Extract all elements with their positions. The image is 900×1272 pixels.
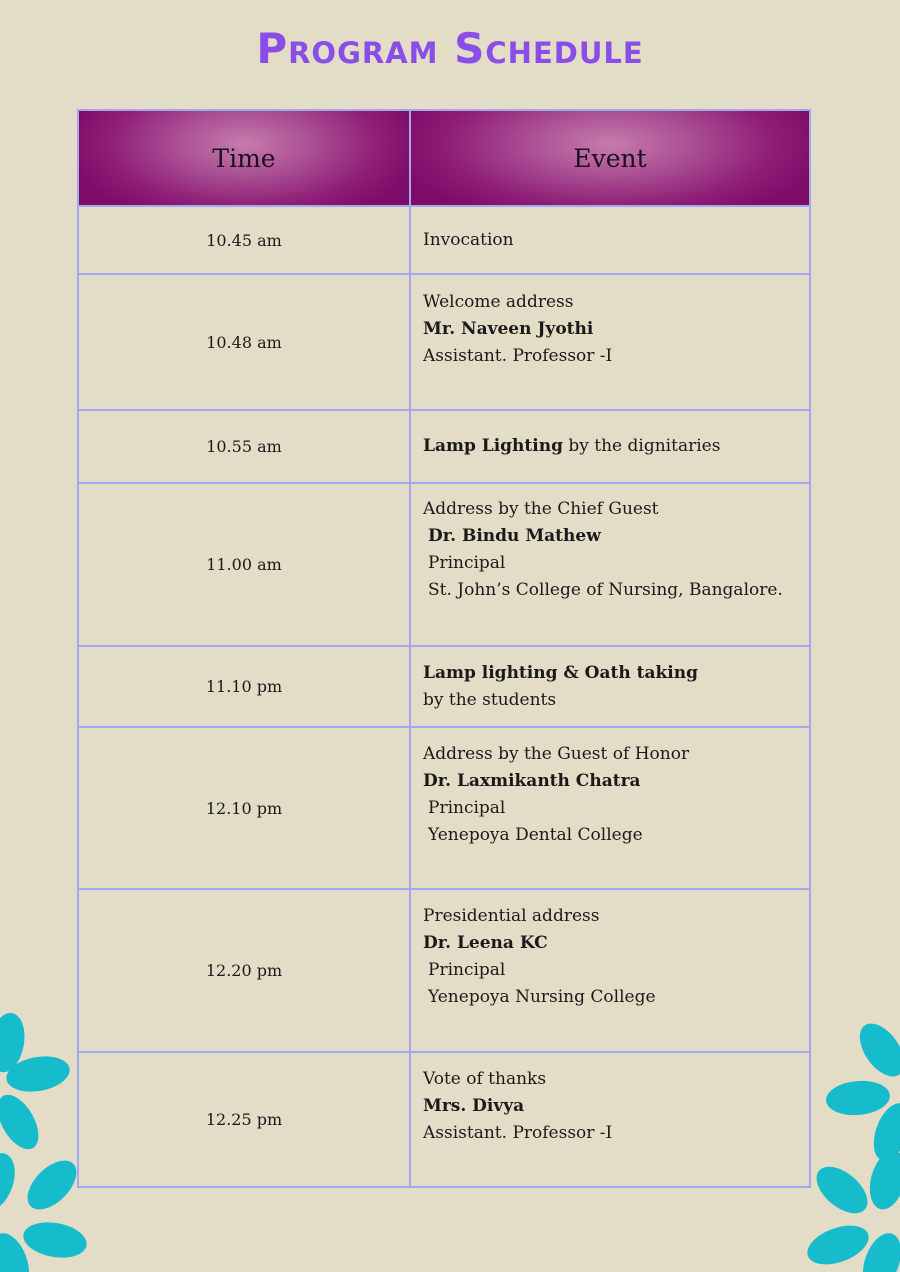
schedule-row [78,889,810,1052]
event-line: Lamp lighting & Oath taking [423,662,698,683]
speaker-institution: Yenepoya Nursing College [428,987,656,1007]
event-cell [410,1052,810,1187]
schedule-row [78,206,810,274]
page-title: Program Schedule [256,24,644,73]
event-cell [410,646,810,727]
speaker-name: Dr. Laxmikanth Chatra [423,771,641,791]
event-line: Vote of thanks [423,1069,547,1089]
event-line: Presidential address [423,906,600,926]
flower-icon [0,1150,100,1272]
event-column-header: Event [410,110,810,206]
schedule-row [78,727,810,889]
event-line: Address by the Guest of Honor [423,744,690,764]
time-cell: 11.00 am [78,483,410,646]
event-cell [410,483,810,646]
time-cell: 10.45 am [78,206,410,274]
schedule-row [78,1052,810,1187]
event-line [423,433,797,460]
event-line-rest: by the dignitaries [562,436,721,456]
schedule-row [78,410,810,483]
header-row [78,110,810,206]
speaker-title: Assistant. Professor -I [423,346,613,366]
speaker-institution: Yenepoya Dental College [428,825,643,845]
speaker-name: Mr. Naveen Jyothi [423,319,594,339]
time-cell: 12.25 pm [78,1052,410,1187]
schedule-table [77,109,811,1188]
time-cell: 10.48 am [78,274,410,410]
schedule-row [78,274,810,410]
schedule-row [78,483,810,646]
time-cell: 10.55 am [78,410,410,483]
event-cell [410,889,810,1052]
speaker-title: Principal [428,960,506,980]
event-cell [410,206,810,274]
time-cell: 11.10 pm [78,646,410,727]
event-line: by the students [423,689,557,710]
speaker-institution: St. John’s College of Nursing, Bangalore. [428,580,783,600]
flower-icon [795,1152,900,1272]
flower-icon [820,1015,900,1165]
time-cell: 12.20 pm [78,889,410,1052]
event-line: Welcome address [423,292,574,312]
event-cell [410,727,810,889]
speaker-title: Principal [428,553,506,573]
time-cell: 12.10 pm [78,727,410,889]
schedule-row [78,646,810,727]
event-line: Address by the Chief Guest [423,499,659,519]
event-cell [410,410,810,483]
event-cell [410,274,810,410]
speaker-name: Dr. Bindu Mathew [428,526,601,546]
speaker-name: Mrs. Divya [423,1096,525,1116]
flower-icon [0,1010,80,1160]
speaker-title: Assistant. Professor -I [423,1123,613,1143]
speaker-title: Principal [428,798,506,818]
event-highlight: Lamp Lighting [423,436,563,456]
speaker-name: Dr. Leena KC [423,933,548,953]
event-line: Invocation [423,229,514,250]
time-column-header: Time [78,110,410,206]
